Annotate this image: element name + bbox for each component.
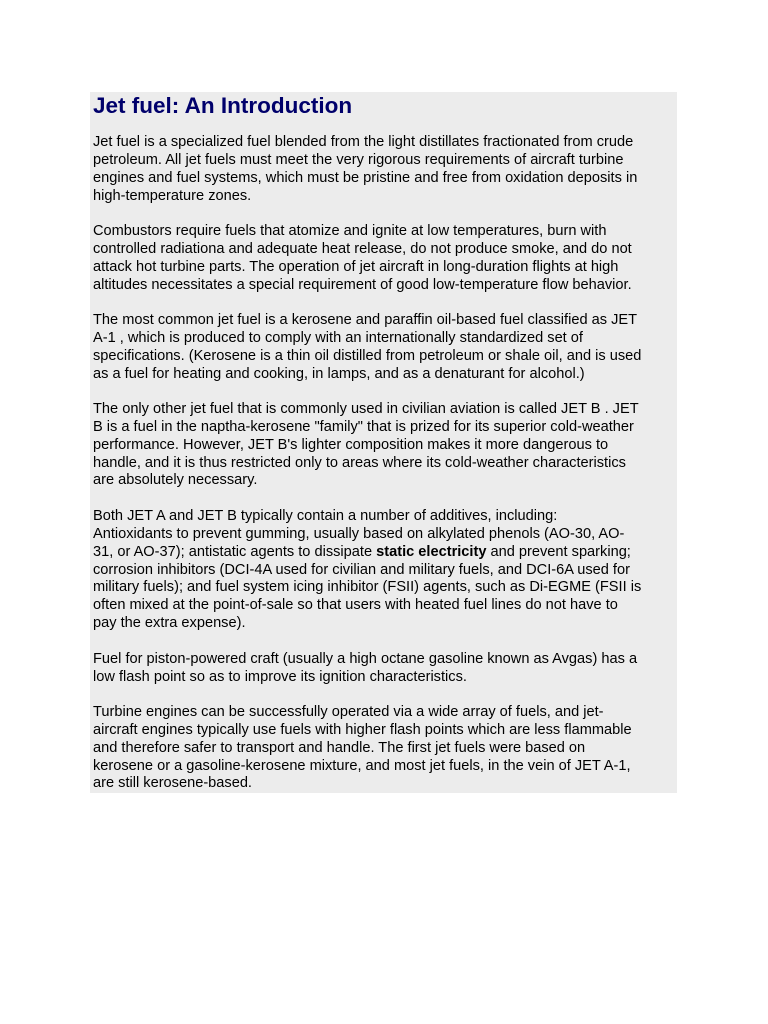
text-line: Combustors require fuels that atomize and ignite at low temperatures, burn with xyxy=(93,223,607,239)
text-line: controlled radiationa and adequate heat release, do not produce smoke, and do not xyxy=(93,240,632,257)
text-line: as a fuel for heating and cooking, in lamps, and as a denaturant for alcohol.) xyxy=(93,365,585,382)
text-line: The most common jet fuel is a kerosene and paraffin oil-based fuel classified as JET xyxy=(93,312,638,328)
paragraph-intro xyxy=(93,134,678,205)
paragraph-common-jet-fuel xyxy=(93,312,678,383)
text-line: aircraft engines typically use fuels with higher flash points which are less flammable xyxy=(93,721,632,738)
text-line: attack hot turbine parts. The operation of jet aircraft in long-duration flights at high xyxy=(93,258,619,275)
paragraph-combustors xyxy=(93,223,678,294)
text-line: often mixed at the point-of-sale so that users with heated fuel lines do not have to xyxy=(93,597,618,614)
paragraph-turbine-engines xyxy=(93,704,678,793)
text-line: The only other jet fuel that is commonly used in civilian aviation is called JET B . JET xyxy=(93,401,639,417)
text-line: engines and fuel systems, which must be pristine and free from oxidation deposits in xyxy=(93,169,638,186)
text-line: Fuel for piston-powered craft (usually a high octane gasoline known as Avgas) has a xyxy=(93,651,638,667)
text-line: Both JET A and JET B typically contain a number of additives, including: xyxy=(93,508,558,524)
text-line-with-bold xyxy=(93,544,678,562)
text-line: A-1 , which is produced to comply with an internationally standardized set of xyxy=(93,329,583,346)
paragraph-piston-fuel xyxy=(93,651,678,687)
text-line: and therefore safer to transport and handle. The first jet fuels were based on xyxy=(93,739,586,756)
text-line: performance. However, JET B's lighter composition makes it more dangerous to xyxy=(93,436,609,453)
text-line: military fuels); and fuel system icing inhibitor (FSII) agents, such as Di-EGME (FSII is xyxy=(93,579,642,596)
text-line: petroleum. All jet fuels must meet the very rigorous requirements of aircraft turbine xyxy=(93,151,624,168)
text-run: and prevent sparking; xyxy=(486,543,631,560)
text-line: Jet fuel is a specialized fuel blended from the light distillates fractionated from crude xyxy=(93,134,634,150)
text-line: are still kerosene-based. xyxy=(93,775,252,792)
text-line: kerosene or a gasoline-kerosene mixture, and most jet fuels, in the vein of JET A-1, xyxy=(93,757,631,774)
paragraph-additives xyxy=(93,508,678,633)
bold-term: static electricity xyxy=(376,543,487,560)
text-line: handle, and it is thus restricted only to areas where its cold-weather characteristics xyxy=(93,454,626,471)
text-line: are absolutely necessary. xyxy=(93,472,258,489)
document-panel xyxy=(90,92,677,793)
text-line: Antioxidants to prevent gumming, usually based on alkylated phenols (AO-30, AO- xyxy=(93,525,625,542)
text-line: Turbine engines can be successfully operated via a wide array of fuels, and jet- xyxy=(93,704,604,720)
document-title: Jet fuel: An Introduction xyxy=(93,93,353,118)
text-line: B is a fuel in the naptha-kerosene "family" that is prized for its superior cold-weather xyxy=(93,418,634,435)
text-line: altitudes necessitates a special requirement of good low-temperature flow behavior. xyxy=(93,276,632,293)
text-line: low flash point so as to improve its ignition characteristics. xyxy=(93,668,467,685)
text-line: pay the extra expense). xyxy=(93,615,246,632)
paragraph-jet-b xyxy=(93,401,678,490)
text-line: high-temperature zones. xyxy=(93,187,252,204)
text-line: corrosion inhibitors (DCI-4A used for civilian and military fuels, and DCI-6A used for xyxy=(93,561,630,578)
text-run: 31, or AO-37); antistatic agents to dissipate xyxy=(93,543,377,560)
text-line: specifications. (Kerosene is a thin oil distilled from petroleum or shale oil, and is used xyxy=(93,347,642,364)
